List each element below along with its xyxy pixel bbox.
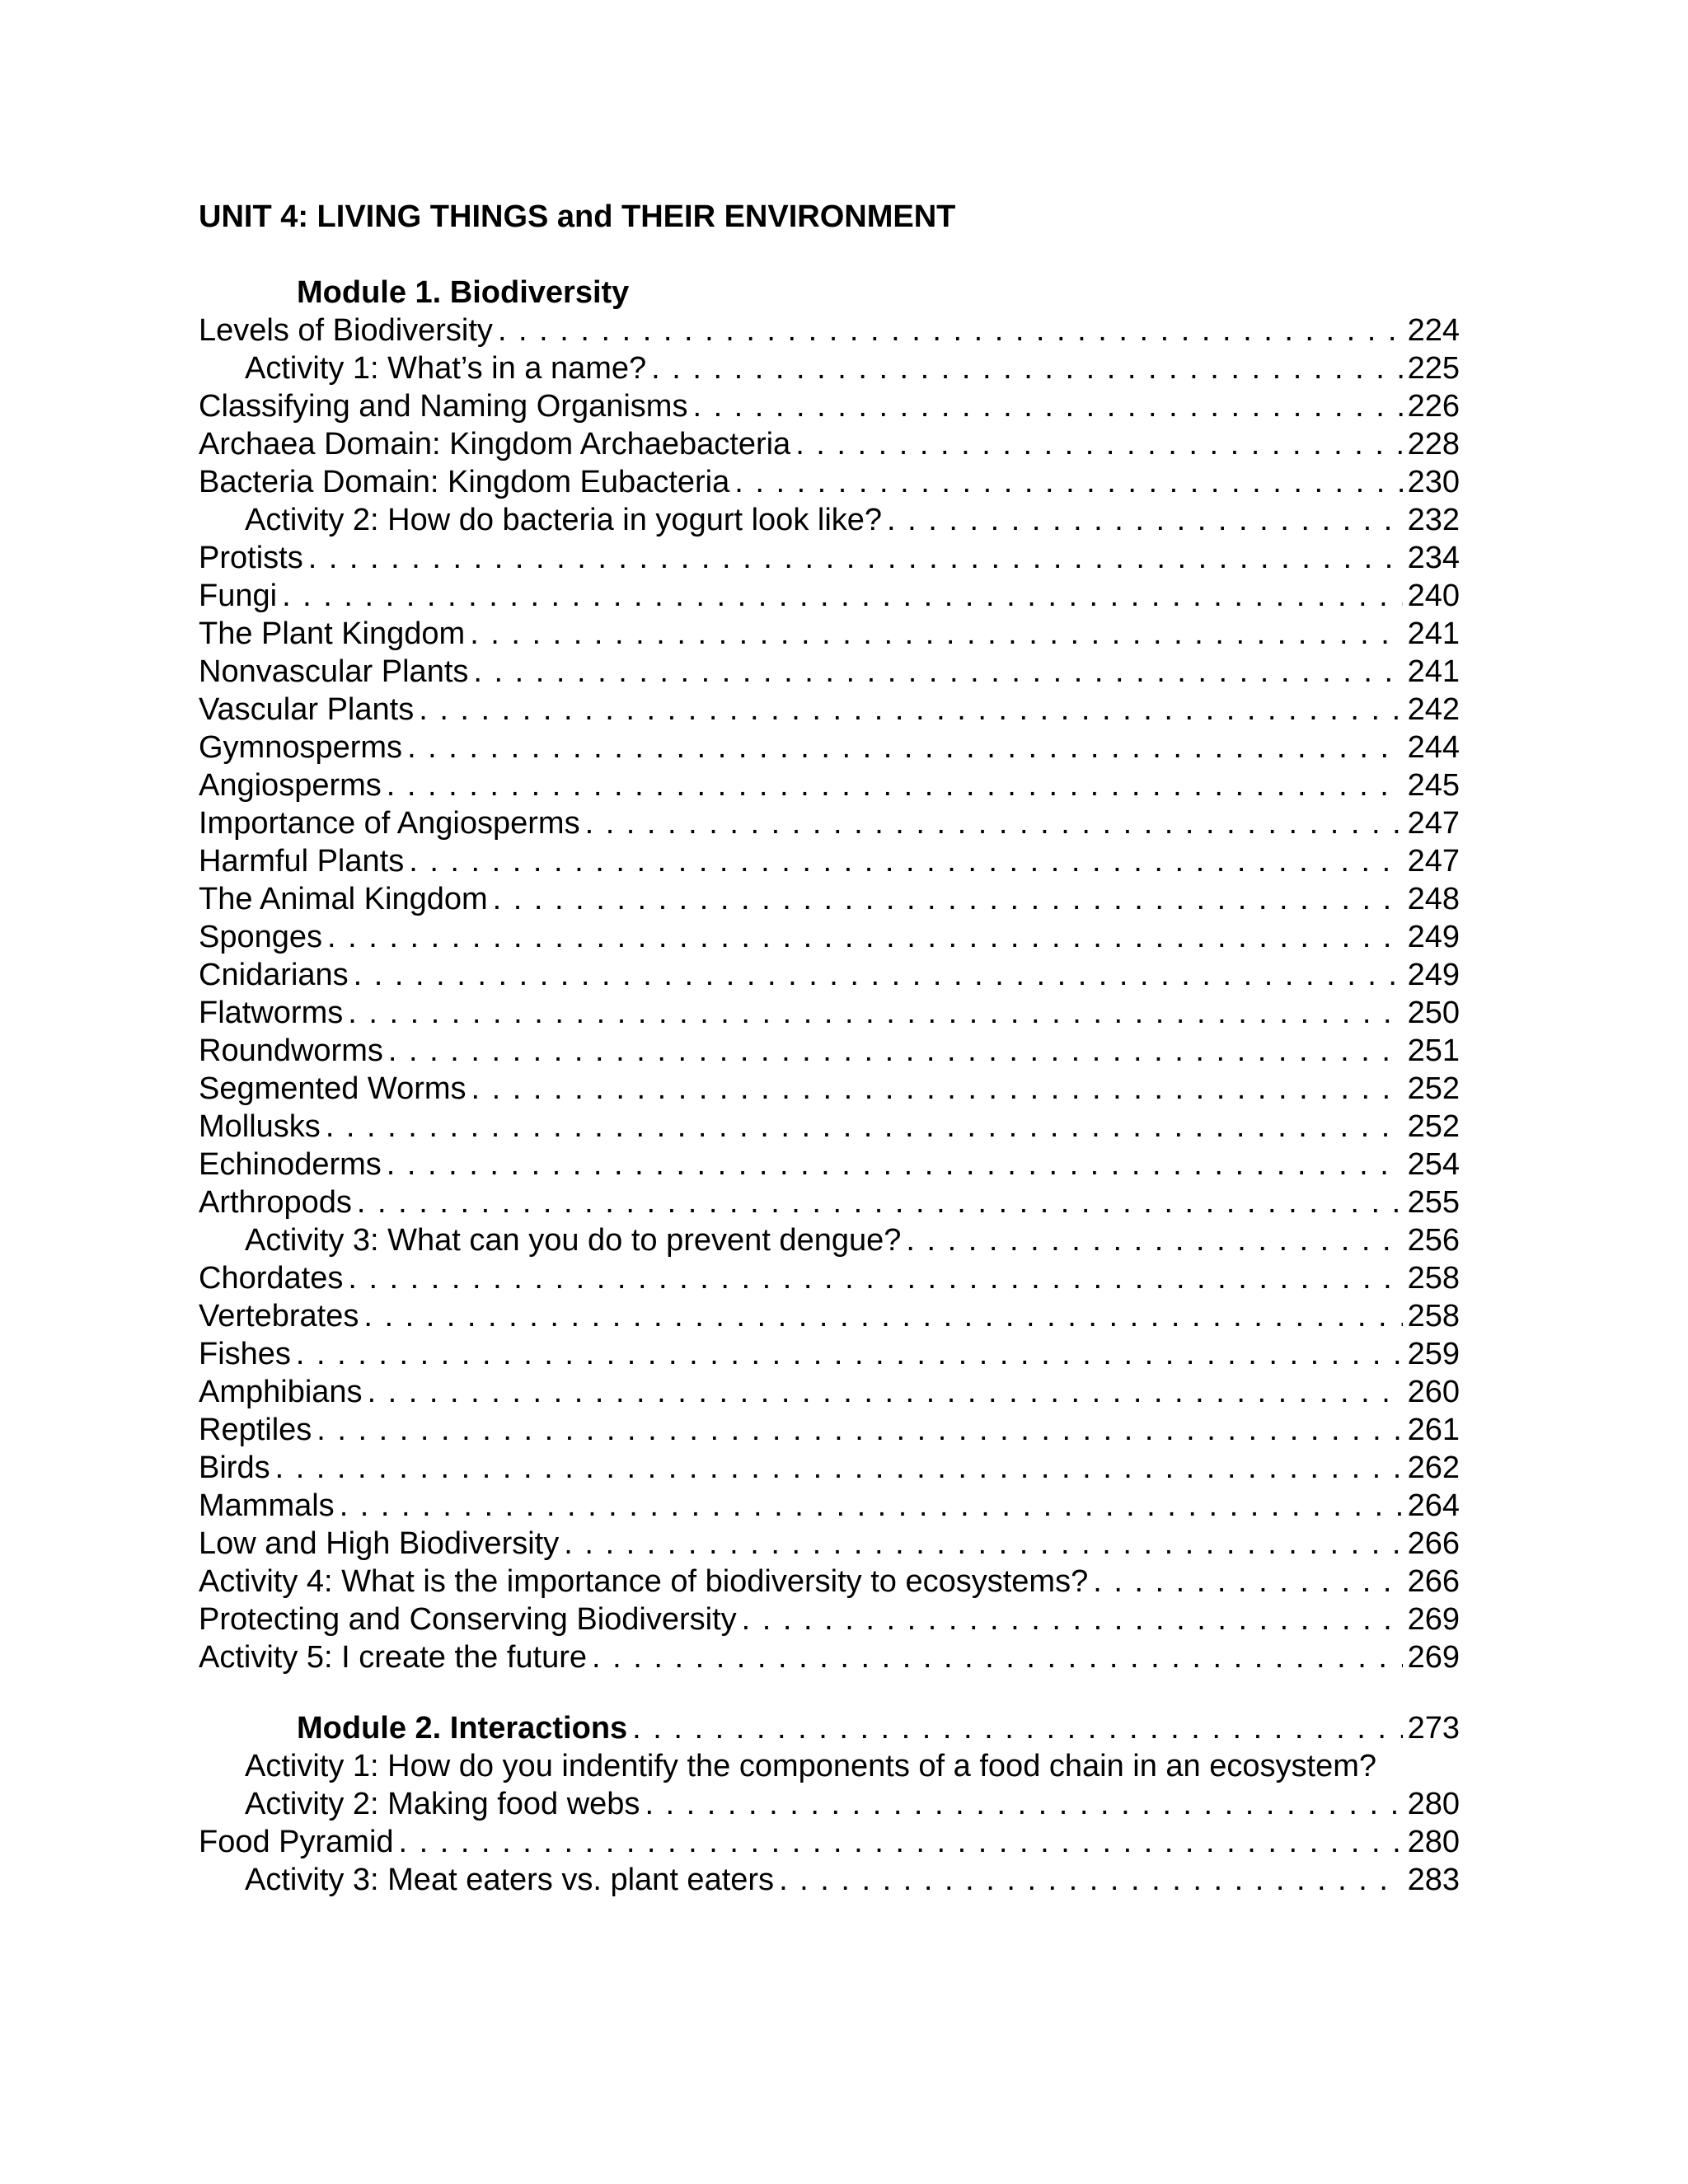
toc-entry-label: Vascular Plants bbox=[199, 692, 415, 727]
toc-entry-label: Birds bbox=[199, 1451, 270, 1485]
toc-entry-page-number: 260 bbox=[1407, 1375, 1460, 1409]
dot-leader bbox=[387, 766, 1403, 804]
toc-entry bbox=[199, 1823, 1460, 1861]
dot-leader bbox=[407, 729, 1403, 766]
toc-entry-page-number: 258 bbox=[1407, 1261, 1460, 1296]
toc-entry bbox=[199, 577, 1460, 615]
toc-entry-page-number: 283 bbox=[1407, 1863, 1460, 1897]
toc-entry-label: Segmented Worms bbox=[199, 1071, 467, 1106]
dot-leader bbox=[340, 1487, 1403, 1525]
dot-leader bbox=[742, 1601, 1403, 1638]
toc-entry-label: Importance of Angiosperms bbox=[199, 806, 580, 841]
toc-entry-label: Flatworms bbox=[199, 996, 344, 1030]
toc-entry-page-number: 249 bbox=[1407, 958, 1460, 992]
dot-leader bbox=[470, 615, 1402, 653]
toc-entry-label: Angiosperms bbox=[199, 768, 382, 803]
dot-leader bbox=[387, 1146, 1403, 1183]
toc-entry bbox=[199, 1601, 1460, 1638]
toc-entry bbox=[199, 387, 1460, 425]
toc-entry-page-number: 255 bbox=[1407, 1185, 1460, 1220]
dot-leader bbox=[363, 1297, 1402, 1335]
toc-entry-page-number: 244 bbox=[1407, 730, 1460, 765]
toc-entry-label: Levels of Biodiversity bbox=[199, 313, 493, 348]
toc-entry bbox=[199, 766, 1460, 804]
toc-entry-label: Cnidarians bbox=[199, 958, 349, 992]
toc-entry-label: Activity 5: I create the future bbox=[199, 1640, 587, 1675]
toc-entry bbox=[199, 1747, 1460, 1785]
toc-entry-page-number: 250 bbox=[1407, 996, 1460, 1030]
dot-leader bbox=[1093, 1563, 1402, 1601]
toc-entry-label: Sponges bbox=[199, 920, 323, 954]
toc-entry bbox=[199, 956, 1460, 994]
toc-entry-page-number: 228 bbox=[1407, 427, 1460, 462]
toc-entry-page-number: 266 bbox=[1407, 1526, 1460, 1561]
toc-entry-label: Chordates bbox=[199, 1261, 344, 1296]
dot-leader bbox=[645, 1785, 1402, 1823]
toc-entry-page-number: 254 bbox=[1407, 1147, 1460, 1182]
toc-entry-label: Activity 3: What can you do to prevent dengue? bbox=[245, 1223, 902, 1258]
dot-leader bbox=[779, 1861, 1403, 1899]
dot-leader bbox=[409, 842, 1402, 880]
toc-entry-page-number: 261 bbox=[1407, 1413, 1460, 1447]
toc-entry bbox=[199, 501, 1460, 539]
toc-entry bbox=[199, 1183, 1460, 1221]
toc-entry-page-number: 241 bbox=[1407, 616, 1460, 651]
dot-leader bbox=[585, 804, 1403, 842]
toc-entry bbox=[199, 804, 1460, 842]
toc-entry bbox=[199, 1335, 1460, 1373]
toc-entry bbox=[199, 880, 1460, 918]
toc-entry-label: Mammals bbox=[199, 1488, 335, 1523]
module-2-heading-row bbox=[199, 1709, 1460, 1747]
dot-leader bbox=[282, 577, 1403, 615]
dot-leader bbox=[651, 349, 1402, 387]
toc-entry bbox=[199, 1259, 1460, 1297]
toc-entry-page-number: 269 bbox=[1407, 1602, 1460, 1637]
dot-leader bbox=[471, 1070, 1403, 1108]
toc-entry bbox=[199, 729, 1460, 766]
toc-entry bbox=[199, 918, 1460, 956]
toc-entry-label: Protists bbox=[199, 541, 303, 575]
toc-entry bbox=[199, 539, 1460, 577]
toc-entry bbox=[199, 425, 1460, 463]
toc-entry-label: Roundworms bbox=[199, 1033, 383, 1068]
toc-entry bbox=[199, 349, 1460, 387]
toc-entry-label: Archaea Domain: Kingdom Archaebacteria bbox=[199, 427, 791, 462]
toc-entry-label: Amphibians bbox=[199, 1375, 363, 1409]
toc-entry-page-number: 266 bbox=[1407, 1564, 1460, 1599]
toc-entry bbox=[199, 1411, 1460, 1449]
dot-leader bbox=[326, 1108, 1403, 1146]
dot-leader bbox=[368, 1373, 1403, 1411]
toc-entry bbox=[199, 1525, 1460, 1563]
toc-entry-label: Fishes bbox=[199, 1337, 291, 1371]
toc-entry-label: The Animal Kingdom bbox=[199, 882, 488, 916]
toc-entry-label: Bacteria Domain: Kingdom Eubacteria bbox=[199, 465, 730, 499]
dot-leader bbox=[308, 539, 1403, 577]
toc-entry-label: Protecting and Conserving Biodiversity bbox=[199, 1602, 737, 1637]
dot-leader bbox=[419, 691, 1402, 729]
toc-entry bbox=[199, 691, 1460, 729]
dot-leader bbox=[327, 918, 1403, 956]
toc-entry bbox=[199, 1108, 1460, 1146]
toc-entry-page-number: 232 bbox=[1407, 503, 1460, 537]
toc-entry-page-number: 258 bbox=[1407, 1299, 1460, 1333]
toc-entry bbox=[199, 1785, 1460, 1823]
dot-leader bbox=[473, 653, 1402, 691]
toc-entry bbox=[199, 1487, 1460, 1525]
dot-leader bbox=[692, 387, 1402, 425]
toc-entry bbox=[199, 842, 1460, 880]
toc-entry-page-number: 280 bbox=[1407, 1825, 1460, 1859]
toc-entry-label: Activity 1: How do you indentify the components of a food chain in an ecosystem? bbox=[245, 1749, 1376, 1783]
toc-entry-page-number: 245 bbox=[1407, 768, 1460, 803]
toc-entry bbox=[199, 1449, 1460, 1487]
dot-leader bbox=[316, 1411, 1402, 1449]
toc-entry bbox=[199, 1146, 1460, 1183]
dot-leader bbox=[357, 1183, 1403, 1221]
toc-entry-page-number: 251 bbox=[1407, 1033, 1460, 1068]
toc-entry-page-number: 249 bbox=[1407, 920, 1460, 954]
toc-entry-page-number: 226 bbox=[1407, 389, 1460, 424]
toc-entry-label: Echinoderms bbox=[199, 1147, 382, 1182]
toc-entry-page-number: 259 bbox=[1407, 1337, 1460, 1371]
toc-entry-label: Activity 2: How do bacteria in yogurt look like? bbox=[245, 503, 883, 537]
toc-entry-label: Activity 2: Making food webs bbox=[245, 1787, 640, 1821]
dot-leader bbox=[296, 1335, 1403, 1373]
dot-leader bbox=[795, 425, 1402, 463]
dot-leader bbox=[354, 956, 1403, 994]
toc-entry-page-number: 264 bbox=[1407, 1488, 1460, 1523]
toc-entry-label: Activity 3: Meat eaters vs. plant eaters bbox=[245, 1863, 775, 1897]
toc-entry-page-number: 241 bbox=[1407, 654, 1460, 689]
dot-leader bbox=[275, 1449, 1403, 1487]
toc-entry bbox=[199, 463, 1460, 501]
toc-entry-label: Classifying and Naming Organisms bbox=[199, 389, 688, 424]
dot-leader bbox=[887, 501, 1403, 539]
toc-entry-page-number: 234 bbox=[1407, 541, 1460, 575]
toc-entry-page-number: 247 bbox=[1407, 806, 1460, 841]
dot-leader bbox=[734, 463, 1402, 501]
toc-entry-page-number: 256 bbox=[1407, 1223, 1460, 1258]
dot-leader bbox=[348, 1259, 1402, 1297]
toc-entry-label: Gymnosperms bbox=[199, 730, 403, 765]
toc-entry bbox=[199, 1638, 1460, 1676]
toc-entry-label: Activity 4: What is the importance of biodiversity to ecosystems? bbox=[199, 1564, 1089, 1599]
toc-entry bbox=[199, 1563, 1460, 1601]
module-2-toc-list bbox=[199, 1709, 1460, 1899]
toc-entry-label: Vertebrates bbox=[199, 1299, 359, 1333]
toc-entry-label: Nonvascular Plants bbox=[199, 654, 469, 689]
unit-title: UNIT 4: LIVING THINGS and THEIR ENVIRONMENT bbox=[199, 199, 956, 234]
toc-entry bbox=[199, 1221, 1460, 1259]
dot-leader bbox=[388, 1032, 1403, 1070]
toc-entry-label: Low and High Biodiversity bbox=[199, 1526, 560, 1561]
toc-entry-page-number: 240 bbox=[1407, 579, 1460, 613]
toc-entry-label: Food Pyramid bbox=[199, 1825, 394, 1859]
module-1-toc-list bbox=[199, 312, 1460, 1676]
toc-entry-label: Harmful Plants bbox=[199, 844, 405, 879]
dot-leader bbox=[498, 312, 1403, 349]
toc-entry-page-number: 269 bbox=[1407, 1640, 1460, 1675]
toc-entry-page-number: 280 bbox=[1407, 1787, 1460, 1821]
dot-leader bbox=[348, 994, 1402, 1032]
module-2-heading: Module 2. Interactions bbox=[297, 1711, 628, 1746]
toc-entry-label: Fungi bbox=[199, 579, 278, 613]
toc-entry bbox=[199, 1861, 1460, 1899]
toc-entry-page-number: 252 bbox=[1407, 1071, 1460, 1106]
dot-leader bbox=[632, 1709, 1402, 1747]
toc-entry bbox=[199, 994, 1460, 1032]
toc-entry-page-number: 252 bbox=[1407, 1109, 1460, 1144]
dot-leader bbox=[399, 1823, 1403, 1861]
toc-entry bbox=[199, 1373, 1460, 1411]
toc-entry-page-number: 242 bbox=[1407, 692, 1460, 727]
toc-entry bbox=[199, 615, 1460, 653]
toc-entry-page-number: 262 bbox=[1407, 1451, 1460, 1485]
toc-entry-label: Arthropods bbox=[199, 1185, 352, 1220]
dot-leader bbox=[564, 1525, 1402, 1563]
dot-leader bbox=[493, 880, 1403, 918]
toc-entry bbox=[199, 1032, 1460, 1070]
toc-entry-page-number: 224 bbox=[1407, 313, 1460, 348]
toc-entry-page-number: 248 bbox=[1407, 882, 1460, 916]
toc-entry-label: Mollusks bbox=[199, 1109, 321, 1144]
toc-entry-label: Activity 1: What’s in a name? bbox=[245, 351, 647, 386]
toc-entry-label: Reptiles bbox=[199, 1413, 312, 1447]
toc-entry-page-number: 225 bbox=[1407, 351, 1460, 386]
toc-entry bbox=[199, 312, 1460, 349]
toc-entry-page-number: 247 bbox=[1407, 844, 1460, 879]
toc-entry bbox=[199, 1297, 1460, 1335]
toc-entry-label: The Plant Kingdom bbox=[199, 616, 466, 651]
module-2-page-number: 273 bbox=[1407, 1711, 1460, 1746]
toc-entry bbox=[199, 653, 1460, 691]
module-1-heading: Module 1. Biodiversity bbox=[297, 275, 630, 310]
toc-entry-page-number: 230 bbox=[1407, 465, 1460, 499]
toc-entry bbox=[199, 1070, 1460, 1108]
dot-leader bbox=[592, 1638, 1403, 1676]
dot-leader bbox=[906, 1221, 1402, 1259]
